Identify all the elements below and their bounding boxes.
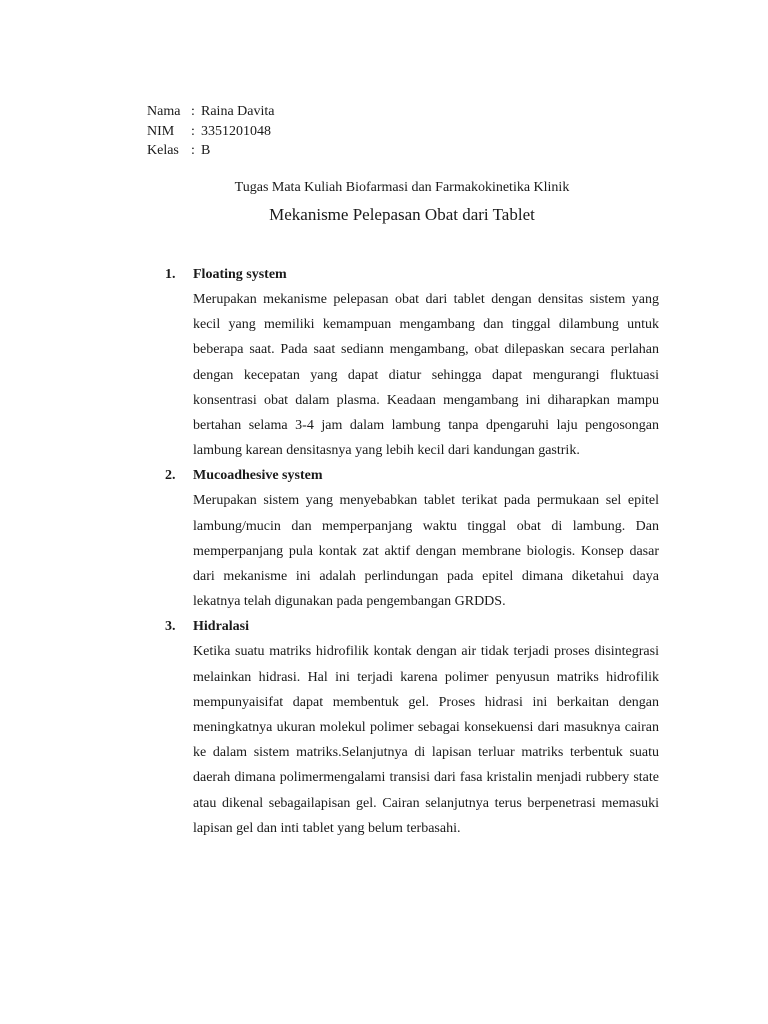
nama-separator: : — [191, 104, 195, 119]
info-row-nama — [147, 102, 274, 122]
section-heading: Mucoadhesive system — [193, 468, 323, 484]
course-subtitle: Tugas Mata Kuliah Biofarmasi dan Farmakokinetika Klinik — [234, 180, 570, 195]
section-number: 3. — [165, 619, 176, 635]
section-floating-system — [165, 262, 659, 463]
student-info — [147, 102, 274, 161]
nim-separator: : — [191, 123, 195, 139]
section-list — [165, 262, 659, 841]
nim-label: NIM — [147, 123, 175, 139]
info-row-nim — [147, 122, 274, 142]
kelas-separator: : — [191, 143, 195, 158]
section-hidralasi — [165, 614, 659, 841]
section-body: Merupakan mekanisme pelepasan obat dari tablet dengan densitas sistem yang kecil yang memiliki kemampuan mengambang dan tinggal dilambung untuk beberapa saat. Pada saat sediann mengambang, obat dilepaskan secara perlahan dengan kecepatan yang dapat diatur sehingga dapat mengurangi fluktuasi konsentrasi obat dalam plasma. Keadaan mengambang ini diharapkan mampu bertahan selama 3-4 jam dalam lambung tanpa dpengaruhi laju pengosongan lambung karean densitasnya yang lebih kecil dari kandungan gastrik. — [193, 292, 659, 459]
section-heading: Floating system — [193, 267, 287, 282]
section-mucoadhesive-system — [165, 463, 659, 614]
document-title: Mekanisme Pelepasan Obat dari Tablet — [269, 205, 535, 224]
nama-value: Raina Davita — [201, 104, 275, 119]
section-body: Merupakan sistem yang menyebabkan tablet terikat pada permukaan sel epitel lambung/mucin dan memperpanjang waktu tinggal obat di lambung. Dan memperpanjang pula kontak zat aktif dengan membrane biologis. Konsep dasar dari mekanisme ini adalah perlindungan pada epitel dimana diketahui daya lekatnya telah digunakan pada pengembangan GRDDS. — [193, 493, 659, 610]
kelas-label: Kelas — [147, 143, 179, 158]
section-number: 1. — [165, 267, 176, 282]
nim-value: 3351201048 — [201, 123, 271, 139]
section-heading: Hidralasi — [193, 619, 250, 635]
kelas-value: B — [201, 143, 211, 158]
info-row-kelas — [147, 141, 274, 161]
section-number: 2. — [165, 468, 176, 484]
nama-label: Nama — [147, 104, 181, 119]
section-body: Ketika suatu matriks hidrofilik kontak dengan air tidak terjadi proses disintegrasi melainkan hidrasi. Hal ini terjadi karena polimer penyusun matriks hidrofilik mempunyaisifat dapat membentuk gel. Proses hidrasi ini berkaitan dengan meningkatnya ukuran molekul polimer sebagai konsekuensi dari masuknya cairan ke dalam sistem matriks.Selanjutnya di lapisan terluar matriks terbentuk suatu daerah dimana polimermengalami transisi dari fasa kristalin menjadi rubbery state atau dikenal sebagailapisan gel. Cairan selanjutnya terus berpenetrasi memasuki lapisan gel dan inti tablet yang belum terbasahi. — [193, 644, 659, 836]
